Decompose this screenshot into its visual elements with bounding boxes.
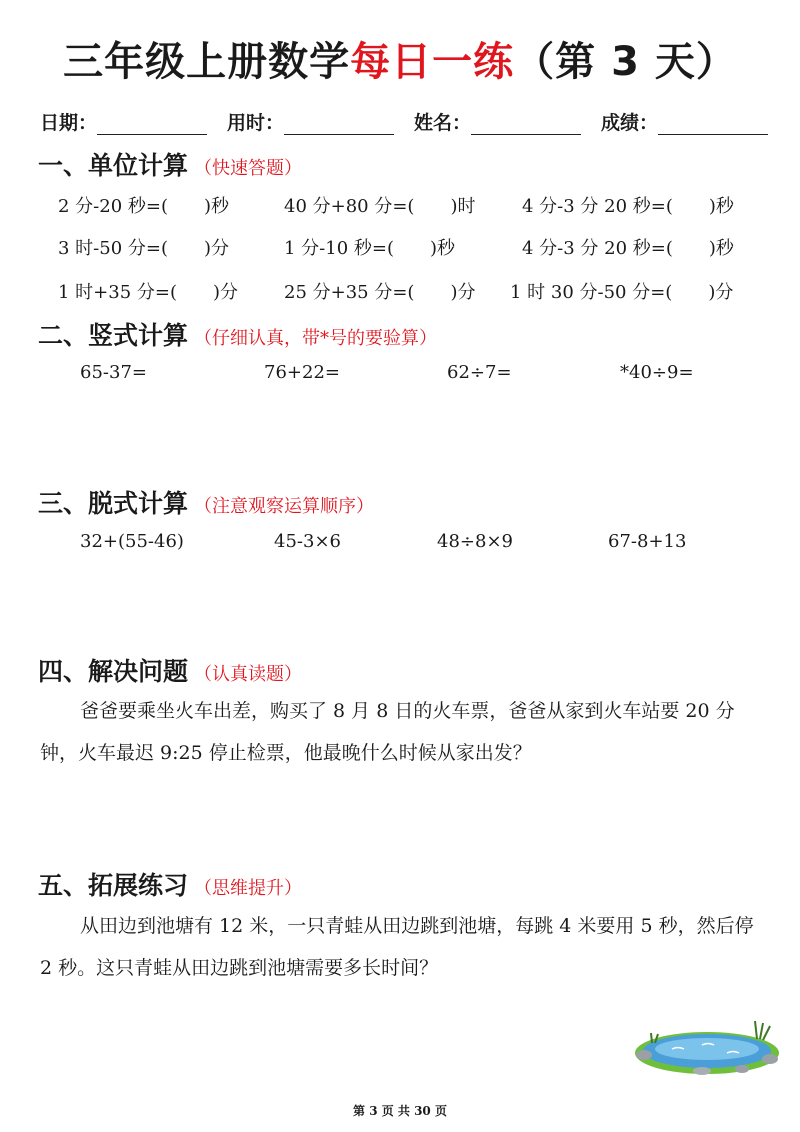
step-calc-item: 67-8+13 xyxy=(608,531,687,552)
unit-question: 4 分-3 分 20 秒=( )秒 xyxy=(522,238,734,259)
section-3-hint: （注意观察运算顺序） xyxy=(194,496,375,517)
score-label: 成绩： xyxy=(601,112,659,134)
unit-question: 1 分-10 秒=( )秒 xyxy=(284,238,456,259)
section-3-title: 三、脱式计算 xyxy=(38,489,189,518)
unit-question: 4 分-3 分 20 秒=( )秒 xyxy=(522,196,734,217)
section-5-hint: （思维提升） xyxy=(194,878,303,899)
section-2-heading xyxy=(38,316,437,352)
date-label: 日期： xyxy=(40,112,98,134)
section-3-heading xyxy=(38,484,374,520)
section-1-title: 一、单位计算 xyxy=(38,151,189,180)
name-blank[interactable] xyxy=(471,112,581,135)
section-4-heading xyxy=(38,652,302,688)
section-2-hint: （仔细认真，带*号的要验算） xyxy=(194,328,438,349)
step-calc-item: 32+(55-46) xyxy=(80,531,184,552)
unit-question: 40 分+80 分=( )时 xyxy=(284,196,476,217)
section-2-title: 二、竖式计算 xyxy=(38,321,189,350)
unit-question: 2 分-20 秒=( )秒 xyxy=(58,196,230,217)
section-5-heading xyxy=(38,866,302,902)
section-1-heading xyxy=(38,146,302,182)
section-4-title: 四、解决问题 xyxy=(38,657,189,686)
vertical-calc-item: *40÷9= xyxy=(620,362,694,383)
page-footer: 第 3 页 共 30 页 xyxy=(353,1104,447,1118)
date-blank[interactable] xyxy=(97,112,207,135)
title-highlight: 每日一练 xyxy=(350,39,515,85)
section-4-hint: （认真读题） xyxy=(194,664,303,685)
section-1-hint: （快速答题） xyxy=(194,158,303,179)
unit-question: 1 时+35 分=( )分 xyxy=(58,282,239,303)
page-title xyxy=(0,30,800,87)
score-blank[interactable] xyxy=(658,112,768,135)
section-5-title: 五、拓展练习 xyxy=(38,871,189,900)
step-calc-item: 48÷8×9 xyxy=(437,531,513,552)
unit-question: 3 时-50 分=( )分 xyxy=(58,238,230,259)
word-problem-1: 爸爸要乘坐火车出差，购买了 8 月 8 日的火车票，爸爸从家到火车站要 20 分钟，火车最迟 9:25 停止检票，他最晚什么时候从家出发？ xyxy=(40,700,735,764)
info-row xyxy=(40,103,770,135)
title-main: 三年级上册数学 xyxy=(63,39,351,85)
vertical-calc-item: 62÷7= xyxy=(447,362,512,383)
name-label: 姓名： xyxy=(414,112,472,134)
time-blank[interactable] xyxy=(284,112,394,135)
title-day: （第 3 天） xyxy=(514,39,737,85)
time-label: 用时： xyxy=(227,112,285,134)
vertical-calc-item: 76+22= xyxy=(264,362,340,383)
pond-illustration xyxy=(632,1015,782,1077)
word-problem-2: 从田边到池塘有 12 米，一只青蛙从田边跳到池塘，每跳 4 米要用 5 秒，然后停 2 秒。这只青蛙从田边跳到池塘需要多长时间？ xyxy=(40,915,754,979)
unit-question: 25 分+35 分=( )分 xyxy=(284,282,476,303)
vertical-calc-item: 65-37= xyxy=(80,362,147,383)
unit-question: 1 时 30 分-50 分=( )分 xyxy=(510,282,734,303)
step-calc-item: 45-3×6 xyxy=(274,531,341,552)
